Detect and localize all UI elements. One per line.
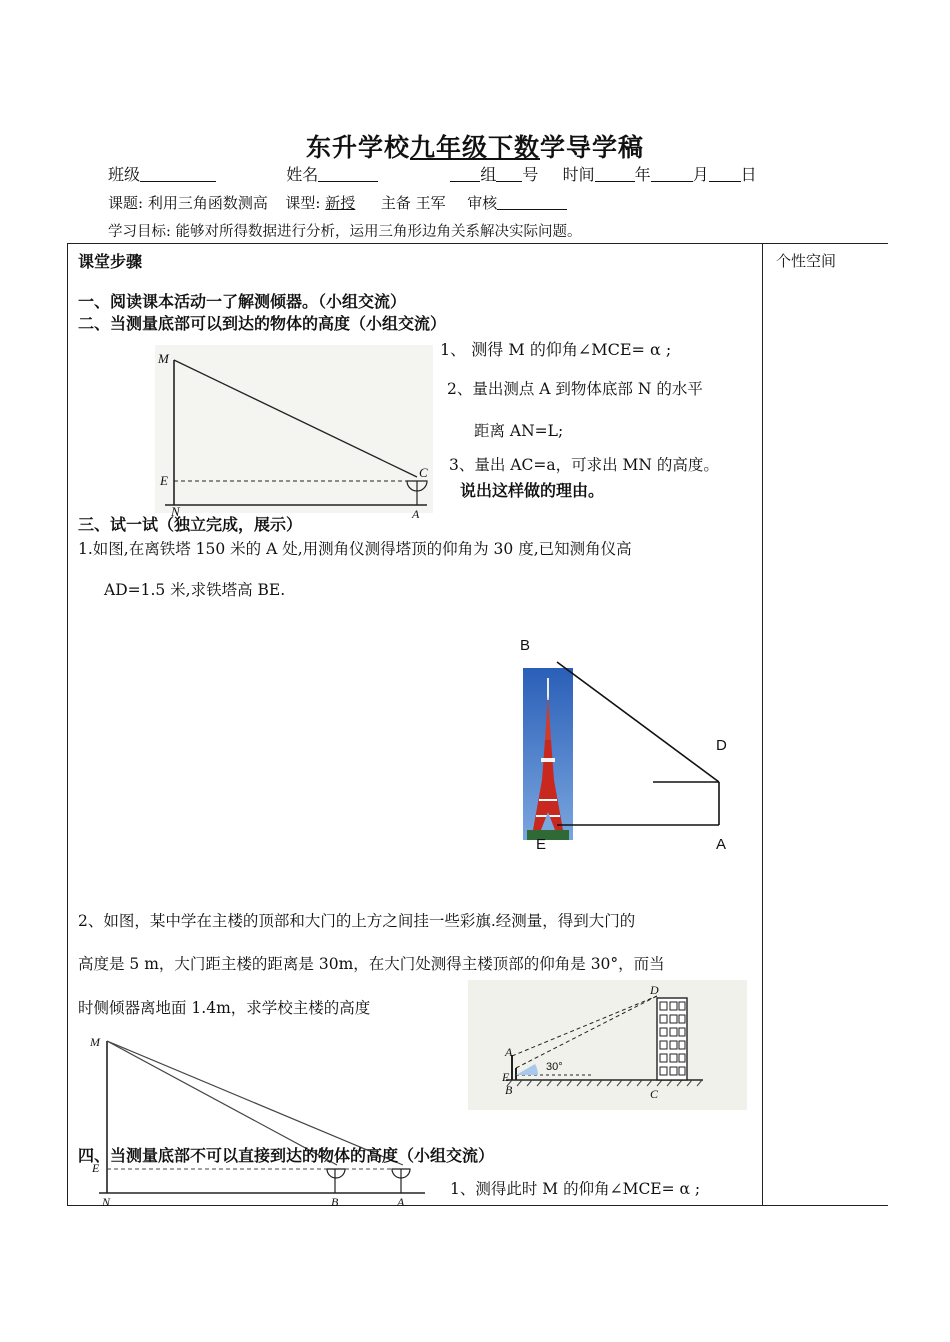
fig1-label-E: E — [160, 473, 168, 488]
review-label: 审核 — [467, 194, 498, 212]
group-field[interactable] — [450, 165, 480, 182]
type-value: 新授 — [325, 194, 356, 212]
fig3-label-M: M — [90, 1035, 100, 1049]
topic-label: 课题: — [108, 194, 144, 212]
topic-value: 利用三角函数测高 — [147, 194, 268, 212]
year-field[interactable] — [595, 165, 635, 182]
question-2-line3: 时侧倾器离地面 1.4m，求学校主楼的高度 — [78, 999, 371, 1017]
question-2-line1: 2、如图，某中学在主楼的顶部和大门的上方之间挂一些彩旗.经测量，得到大门的 — [78, 912, 636, 930]
section-1: 一、阅读课本活动一了解测倾器。（小组交流） — [78, 292, 407, 311]
day-label: 日 — [740, 165, 757, 184]
tower-label-D: D — [716, 737, 727, 754]
group-label: 组 — [480, 165, 497, 184]
day-field[interactable] — [709, 165, 741, 182]
goal-line — [108, 220, 582, 241]
fig1-label-M: M — [158, 351, 169, 366]
goal-label: 学习目标: — [108, 224, 171, 240]
year-label: 年 — [634, 165, 651, 184]
fig1-label-A: A — [412, 507, 420, 521]
reason-prompt: 说出这样做的理由。 — [460, 481, 605, 500]
type-label: 课型: — [285, 194, 321, 212]
info-line — [108, 162, 757, 185]
figure-measure-reachable-svg — [155, 345, 433, 521]
page-title: 东升学校九年级下数学导学稿 — [305, 133, 645, 162]
table-divider — [762, 243, 763, 1206]
table-left-border — [67, 243, 68, 1206]
question-1-line1: 1.如图,在离铁塔 150 米的 A 处,用测角仪测得塔顶的仰角为 30 度,已知测角仪高 — [78, 540, 632, 558]
building-label-A: A — [505, 1045, 513, 1059]
figure-measure-unreachable — [85, 1033, 430, 1208]
building-label-E: E — [502, 1070, 510, 1084]
figure-building — [468, 980, 747, 1110]
figure-building-svg — [468, 980, 747, 1110]
month-field[interactable] — [651, 165, 693, 182]
class-label: 班级 — [108, 165, 141, 184]
fig3-label-N: N — [102, 1195, 111, 1209]
figure-tower — [505, 630, 755, 860]
number-label: 号 — [522, 165, 539, 184]
step-2a: 2、量出测点 A 到物体底部 N 的水平 — [447, 380, 703, 398]
class-field[interactable] — [140, 165, 216, 182]
step-3: 3、量出 AC=a，可求出 MN 的高度。 — [449, 456, 719, 474]
figure-measure-reachable — [155, 345, 433, 521]
name-label: 姓名 — [286, 165, 319, 184]
building-angle-label: 30° — [546, 1061, 563, 1073]
section-3: 三、试一试（独立完成，展示） — [78, 515, 303, 534]
fig3-label-A: A — [397, 1195, 405, 1209]
figure-tower-svg — [505, 630, 755, 860]
number-field[interactable] — [496, 165, 522, 182]
table-top-border — [67, 243, 888, 244]
fig3-label-E: E — [92, 1161, 100, 1175]
question-1-line2: AD=1.5 米,求铁塔高 BE. — [104, 581, 286, 599]
step-1: 1、 测得 M 的仰角∠MCE= α ; — [440, 340, 672, 359]
fig1-label-C: C — [419, 465, 428, 480]
building-label-D: D — [650, 983, 659, 997]
name-field[interactable] — [318, 165, 378, 182]
goal-text: 能够对所得数据进行分析，运用三角形边角关系解决实际问题。 — [175, 224, 582, 240]
step-2b: 距离 AN=L; — [474, 422, 564, 440]
section-4: 四、当测量底部不可以直接到达的物体的高度（小组交流） — [78, 1146, 495, 1165]
section-2: 二、当测量底部可以到达的物体的高度（小组交流） — [78, 314, 447, 333]
section-heading: 课堂步骤 — [78, 252, 143, 271]
building-label-C: C — [650, 1087, 659, 1101]
building-label-B: B — [505, 1083, 513, 1097]
question-2-line2: 高度是 5 m，大门距主楼的距离是 30m，在大门处测得主楼顶部的仰角是 30°，而当 — [78, 955, 665, 973]
section-4-step-1: 1、测得此时 M 的仰角∠MCE= α ; — [450, 1180, 701, 1198]
tower-label-B: B — [520, 637, 531, 654]
tower-label-A: A — [716, 836, 727, 853]
sidebar-title: 个性空间 — [776, 252, 837, 270]
fig3-label-B: B — [331, 1195, 339, 1209]
review-field[interactable] — [497, 193, 567, 210]
month-label: 月 — [692, 165, 709, 184]
fig1-label-N: N — [171, 504, 180, 519]
course-line — [108, 192, 567, 213]
lead-label: 主备 — [380, 194, 411, 212]
figure-measure-unreachable-svg — [85, 1033, 430, 1208]
lead-value: 王军 — [415, 194, 446, 212]
tower-label-E: E — [536, 836, 547, 853]
time-label: 时间 — [562, 165, 595, 184]
